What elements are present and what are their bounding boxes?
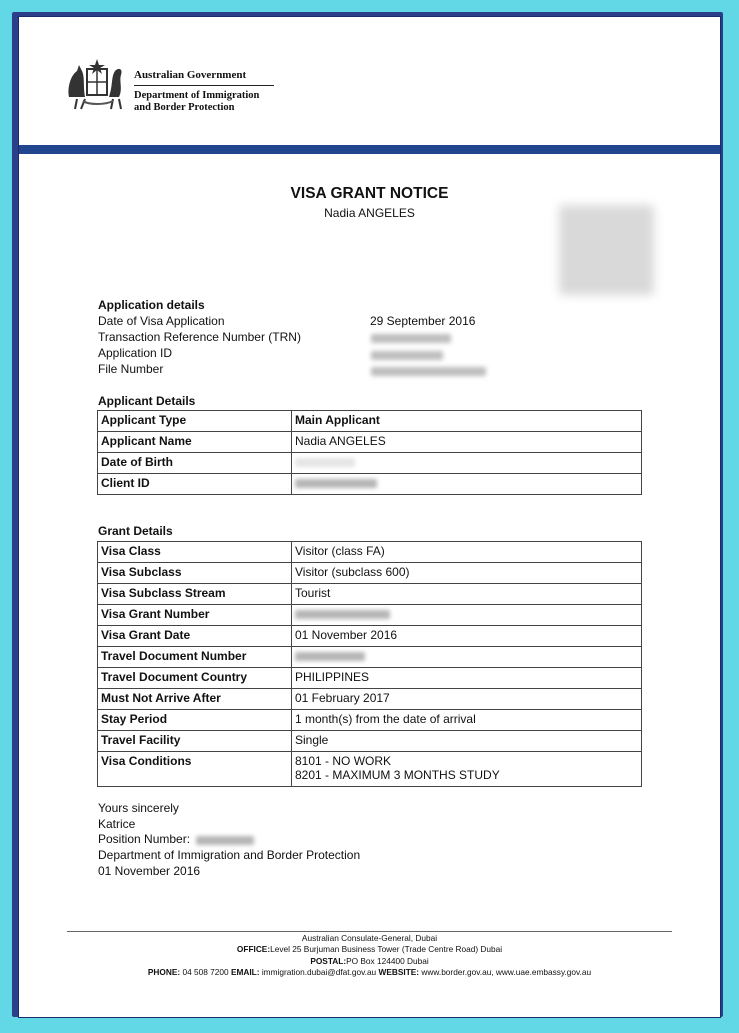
table-row	[98, 605, 642, 626]
grant-details-heading: Grant Details	[98, 524, 173, 538]
row-label: Visa Grant Date	[98, 626, 292, 647]
row-value-redacted	[292, 605, 642, 626]
table-row	[98, 647, 642, 668]
logo-divider	[134, 85, 274, 86]
row-value: Nadia ANGELES	[292, 432, 642, 453]
row-label: Date of Birth	[98, 453, 292, 474]
visa-condition: 8201 - MAXIMUM 3 MONTHS STUDY	[295, 768, 500, 782]
table-row	[98, 731, 642, 752]
row-label: Travel Facility	[98, 731, 292, 752]
row-value: Visitor (subclass 600)	[292, 563, 642, 584]
position-number: Position Number:	[98, 832, 360, 848]
row-label: Visa Class	[98, 542, 292, 563]
row-value-redacted	[292, 474, 642, 495]
row-value: 01 February 2017	[292, 689, 642, 710]
row-value-redacted	[292, 647, 642, 668]
closing-block	[98, 801, 360, 880]
row-value: 01 November 2016	[292, 626, 642, 647]
row-value: 1 month(s) from the date of arrival	[292, 710, 642, 731]
row-value: PHILIPPINES	[292, 668, 642, 689]
visa-grant-page	[19, 17, 720, 1017]
header-bar	[19, 145, 720, 154]
row-label: Visa Grant Number	[98, 605, 292, 626]
row-value: Visitor (class FA)	[292, 542, 642, 563]
redacted-position-number	[196, 836, 254, 845]
row-label: Visa Conditions	[98, 752, 292, 787]
row-label: Must Not Arrive After	[98, 689, 292, 710]
consulate-name: Australian Consulate-General, Dubai	[301, 933, 438, 943]
application-label: Application ID	[98, 346, 173, 360]
government-logo	[63, 53, 283, 123]
applicant-details-heading: Applicant Details	[98, 394, 196, 408]
salutation: Yours sincerely	[98, 801, 179, 815]
table-row	[98, 432, 642, 453]
applicant-details-table	[97, 410, 642, 495]
footer-divider	[67, 931, 672, 932]
table-row	[98, 563, 642, 584]
signatory-department: Department of Immigration and Border Protection	[98, 848, 361, 863]
row-value-redacted	[292, 453, 642, 474]
application-label: Transaction Reference Number (TRN)	[98, 330, 301, 344]
row-label: Visa Subclass Stream	[98, 584, 292, 605]
table-row	[98, 453, 642, 474]
row-label: Applicant Type	[98, 411, 292, 432]
application-label: Date of Visa Application	[98, 314, 225, 328]
redacted-trn	[371, 334, 451, 343]
department-name: Department of Immigration and Border Protection	[134, 90, 260, 113]
table-row	[98, 668, 642, 689]
grant-details-table	[97, 541, 642, 787]
table-row	[98, 752, 642, 787]
table-row	[98, 411, 642, 432]
row-label: Visa Subclass	[98, 563, 292, 584]
application-details-heading: Application details	[98, 298, 205, 312]
contact-line: PHONE: 04 508 7200 EMAIL: immigration.dubai@dfat.gov.au WEBSITE: www.border.gov.au, www.uae.embassy.gov.au	[147, 966, 592, 977]
postal-address: POSTAL:PO Box 124400 Dubai	[310, 955, 429, 966]
application-value: 29 September 2016	[370, 314, 476, 328]
page-title: VISA GRANT NOTICE	[290, 185, 449, 202]
table-row	[98, 542, 642, 563]
redacted-application-id	[371, 351, 443, 360]
visa-condition: 8101 - NO WORK	[295, 754, 392, 768]
row-value: Single	[292, 731, 642, 752]
application-label: File Number	[98, 362, 164, 376]
applicant-photo-redacted	[559, 205, 654, 295]
table-row	[98, 710, 642, 731]
row-value	[292, 752, 642, 787]
coat-of-arms-icon	[63, 57, 133, 113]
redacted-file-number	[371, 367, 486, 376]
office-address: OFFICE:Level 25 Burjuman Business Tower (Trade Centre Road) Dubai	[236, 944, 503, 955]
government-title: Australian Government	[134, 69, 247, 81]
table-row	[98, 474, 642, 495]
row-label: Stay Period	[98, 710, 292, 731]
row-label: Travel Document Number	[98, 647, 292, 668]
row-label: Client ID	[98, 474, 292, 495]
applicant-name-heading: Nadia ANGELES	[324, 206, 415, 220]
table-row	[98, 689, 642, 710]
row-label: Travel Document Country	[98, 668, 292, 689]
footer	[19, 933, 720, 978]
table-row	[98, 626, 642, 647]
table-row	[98, 584, 642, 605]
row-label: Applicant Name	[98, 432, 292, 453]
signatory: Katrice	[98, 816, 136, 831]
row-value: Tourist	[292, 584, 642, 605]
letter-date: 01 November 2016	[98, 863, 201, 878]
row-value: Main Applicant	[292, 411, 642, 432]
